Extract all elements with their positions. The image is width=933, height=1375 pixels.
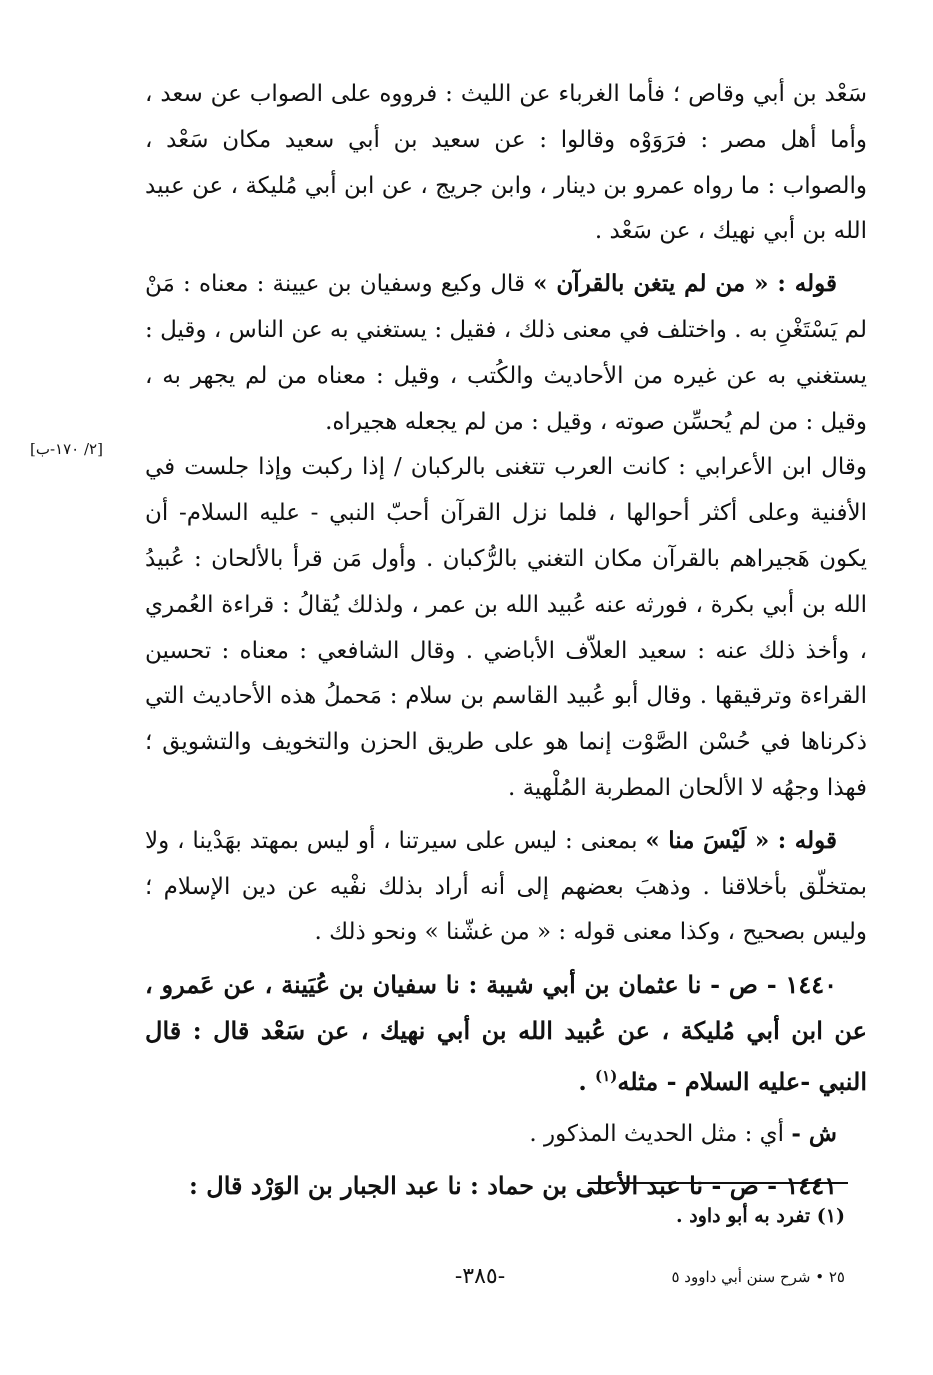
hadith-tail: .	[578, 1066, 596, 1096]
footnote-reference[interactable]: (١)	[595, 1066, 618, 1085]
paragraph-lead: قوله : « لَيْسَ منا »	[645, 826, 837, 854]
paragraph-lead: ش -	[791, 1119, 837, 1147]
hadith-1440	[145, 962, 867, 1104]
footnote-divider	[588, 1182, 848, 1184]
paragraph-text: وقال ابن الأعرابي : كانت العرب تتغنى بالركبان / إذا ركبت وإذا جلست في الأفنية وعلى أكثر أحوالها ، فلما نزل القرآن أحبّ النبي - عليه السلام- أن يكون هَجيراهم بالقرآن مكان التغني بالرُّكبان . وأول مَن قرأ بالألحان : عُبيدُ الله بن أبي بكرة ، فورثه عنه عُبيد الله بن عمر ، ولذلك يُقالُ : قراءة العُمري ، وأخذ ذلك عنه : سعيد العلاّف الأباضي . وقال الشافعي : معناه : تحسين القراءة وترقيقها . وقال أبو عُبيد القاسم بن سلام : مَحملُ هذه الأحاديث التي ذكرناها في حُسْن الصَّوْت إنما هو على طريق الحزن والتخويف والتشويق ؛ فهذا وجهُه لا الألحان المطربة المُلْهية .	[145, 454, 867, 801]
printer-signature: ٢٥ • شرح سنن أبي داوود ٥	[671, 1268, 845, 1286]
paragraph-sharh-1440	[145, 1111, 867, 1158]
paragraph-text: أي : مثل الحديث المذكور .	[529, 1120, 792, 1147]
page-number: -٣٨٥-	[454, 1264, 506, 1289]
hadith-1441	[145, 1163, 867, 1209]
footnote: (١) تفرد به أبو داود .	[676, 1205, 845, 1227]
manuscript-folio-note: [٢/ ١٧٠-ب]	[30, 440, 103, 458]
paragraph-taghanni-meaning	[145, 261, 867, 445]
paragraph-sad-chain-discussion	[145, 72, 867, 255]
hadith-chain: ١٤٤٠ - ص - نا عثمان بن أبي شيبة : نا سفيان بن عُيَينة ، عن عَمرو ، عن ابن أبي مُليكة ، عن عُبيد الله بن أبي نهيك ، عن سَعْد قال : قال النبي -عليه السلام - مثله	[145, 970, 867, 1096]
paragraph-ibn-arabi	[145, 445, 867, 811]
paragraph-text: قال وكيع وسفيان بن عيينة : معناه : مَنْ لم يَسْتَغْنِ به . واختلف في معنى ذلك ، فقيل : يستغني به عن الناس ، وقيل : يستغني به عن غيره من الأحاديث والكُتب ، وقيل : معناه من لم يجهر به ، وقيل : من لم يُحسِّن صوته ، وقيل : من لم يجعله هجيراه.	[145, 271, 867, 435]
hadith-chain: ١٤٤١ - ص - نا عبد الأعلى بن حماد : نا عبد الجبار بن الوَرْد قال :	[189, 1171, 837, 1201]
paragraph-text: بمعنى : ليس على سيرتنا ، أو ليس بمهتد بهَدْينا ، ولا بمتخلّق بأخلاقنا . وذهبَ بعضهم إلى أنه أراد بذلك نفْيه عن دين الإسلام ؛ وليس بصحيح ، وكذا معنى قوله : « من غشّنا » ونحو ذلك .	[145, 827, 867, 946]
paragraph-lead: قوله : « من لم يتغن بالقرآن »	[533, 270, 837, 298]
paragraph-text: سَعْد بن أبي وقاص ؛ فأما الغرباء عن الليث : فرووه على الصواب عن سعد ، وأما أهل مصر : فرَوَوْه وقالوا : عن سعيد بن أبي سعيد مكان سَعْد ، والصواب : ما رواه عمرو بن دينار ، وابن جريج ، عن ابن أبي مُليكة ، عن عبيد الله بن أبي نهيك ، عن سَعْد .	[145, 81, 867, 245]
main-text-block	[145, 72, 867, 1209]
paragraph-laysa-minna	[145, 818, 867, 956]
